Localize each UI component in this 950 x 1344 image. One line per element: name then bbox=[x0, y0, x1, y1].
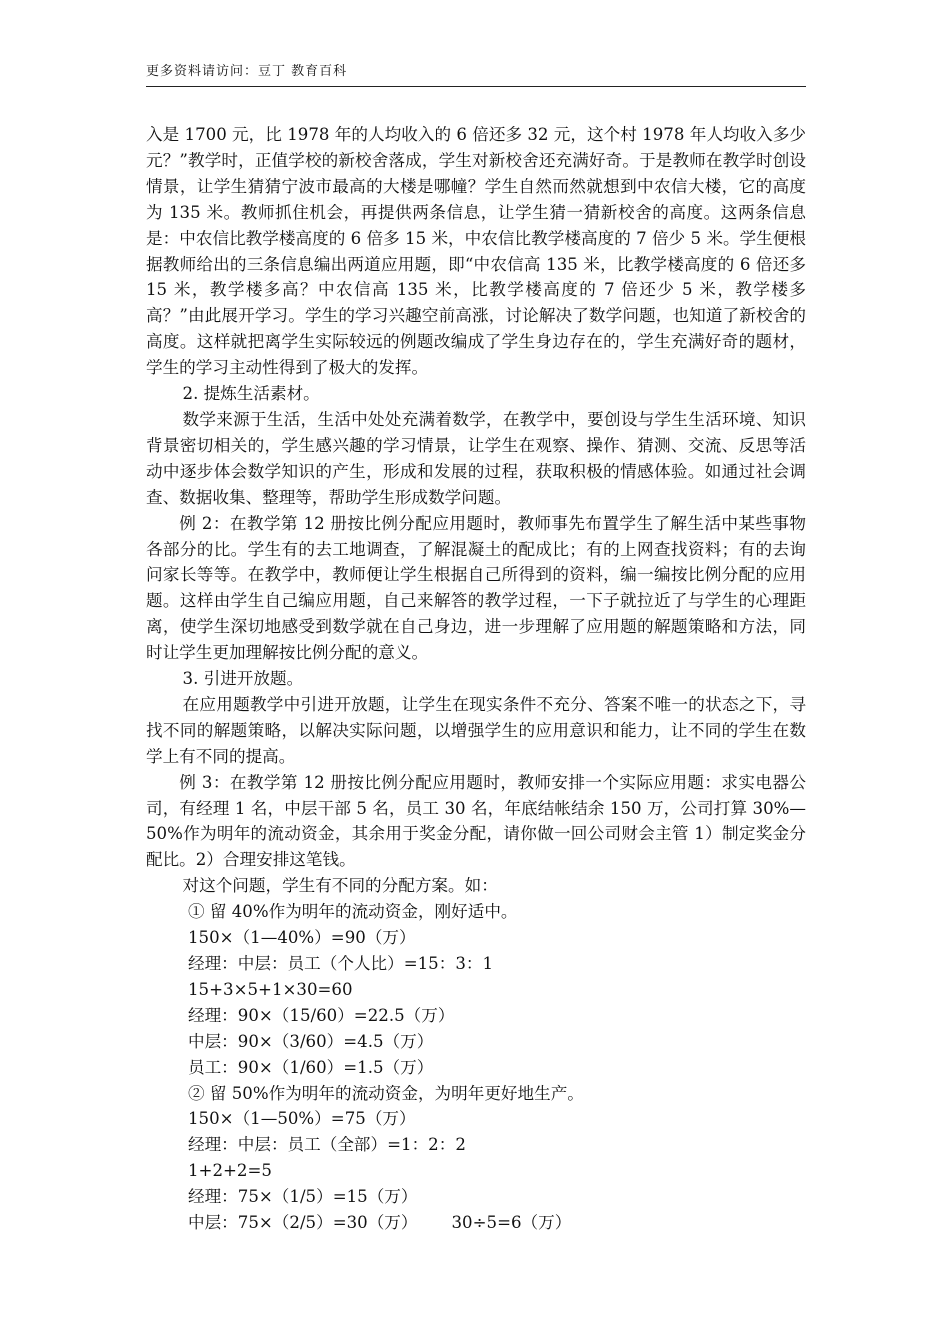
calc-line: 150×（1—50%）=75（万） bbox=[188, 1109, 416, 1129]
calc-line: 15+3×5+1×30=60 bbox=[188, 979, 353, 999]
section-heading-2: 2. 提炼生活素材。 bbox=[182, 384, 320, 404]
paragraph-2: 数学来源于生活，生活中处处充满着数学，在教学中，要创设与学生生活环境、知识背景密切相关的，学生感兴趣的学习情景，让学生在观察、操作、猜测、交流、反思等活动中逐步体会数学知识的产生，形成和发展的过程，获取积极的情感体验。如通过社会调查、数据收集、整理等，帮助学生形成数学问题。 bbox=[146, 409, 806, 507]
page-header bbox=[146, 62, 806, 87]
calc-left: 中层：75×（2/5）=30（万） bbox=[188, 1213, 418, 1233]
paragraph-6: 对这个问题，学生有不同的分配方案。如： bbox=[182, 876, 498, 896]
section-heading-3: 3. 引进开放题。 bbox=[182, 669, 304, 689]
paragraph-example-2: 例 2：在教学第 12 册按比例分配应用题时，教师事先布置学生了解生活中某些事物各部分的比。学生有的去工地调查，了解混凝土的配成比；有的上网查找资料；有的去询问家长等等。在教学中，教师便让学生根据自己所得到的资料，编一编按比例分配的应用题。这样由学生自己编应用题，自己来解答的教学过程，一下子就拉近了与学生的心理距离，使学生深切地感受到数学就在自己身边，进一步理解了应用题的解题策略和方法，同时让学生更加理解按比例分配的意义。 bbox=[146, 513, 806, 663]
calc-right: 30÷5=6（万） bbox=[451, 1213, 572, 1233]
calc-line: 经理：中层：员工（全部）=1：2：2 bbox=[188, 1135, 466, 1155]
calc-line: 经理：90×（15/60）=22.5（万） bbox=[188, 1005, 455, 1025]
calc-line: 中层：90×（3/60）=4.5（万） bbox=[188, 1031, 434, 1051]
calc-line: 经理：中层：员工（个人比）=15：3：1 bbox=[188, 954, 494, 973]
calc-line: ① 留 40%作为明年的流动资金，刚好适中。 bbox=[188, 902, 518, 922]
paragraph-example-3: 例 3：在教学第 12 册按比例分配应用题时，教师安排一个实际应用题：求实电器公司，有经理 1 名，中层干部 5 名，员工 30 名，年底结帐结余 150 万，公司打算 30%—50%作为明年的流动资金，其余用于奖金分配，请你做一回公司财会主管 1）制定奖金分配比。2）合理安排这笔钱。 bbox=[146, 772, 806, 870]
calc-line: 150×（1—40%）=90（万） bbox=[188, 928, 416, 948]
calc-line-last bbox=[146, 1210, 806, 1236]
paragraph-4: 在应用题教学中引进开放题，让学生在现实条件不充分、答案不唯一的状态之下，寻找不同的解题策略，以解决实际问题，以增强学生的应用意识和能力，让不同的学生在数学上有不同的提高。 bbox=[146, 694, 806, 766]
calc-line: 经理：75×（1/5）=15（万） bbox=[188, 1187, 418, 1207]
paragraph-1: 入是 1700 元，比 1978 年的人均收入的 6 倍还多 32 元，这个村 1978 年人均收入多少元？”教学时，正值学校的新校舍落成，学生对新校舍还充满好奇。于是教师在教学时创设情景，让学生猜猜宁波市最高的大楼是哪幢？学生自然而然就想到中农信大楼，它的高度为 135 米。教师抓住机会，再提供两条信息，让学生猜一猜新校舍的高度。这两条信息是：中农信比教学楼高度的 6 倍多 15 米，中农信比教学楼高度的 7 倍少 5 米。学生便根据教师给出的三条信息编出两道应用题，即“中农信高 135 米，比教学楼高度的 6 倍还多 15 米，教学楼多高？中农信高 135 米，比教学楼高度的 7 倍还少 5 米，教学楼多高？”由此展开学习。学生的学习兴趣空前高涨，讨论解决了数学问题，也知道了新校舍的高度。这样就把离学生实际较远的例题改编成了学生身边存在的，学生充满好奇的题材，学生的学习主动性得到了极大的发挥。 bbox=[146, 125, 806, 378]
calc-line: ② 留 50%作为明年的流动资金，为明年更好地生产。 bbox=[188, 1083, 584, 1103]
document-body bbox=[146, 122, 806, 1236]
header-text: 更多资料请访问：豆丁 教育百科 bbox=[146, 64, 348, 79]
calc-line: 员工：90×（1/60）=1.5（万） bbox=[188, 1057, 434, 1077]
calc-line: 1+2+2=5 bbox=[188, 1161, 272, 1181]
